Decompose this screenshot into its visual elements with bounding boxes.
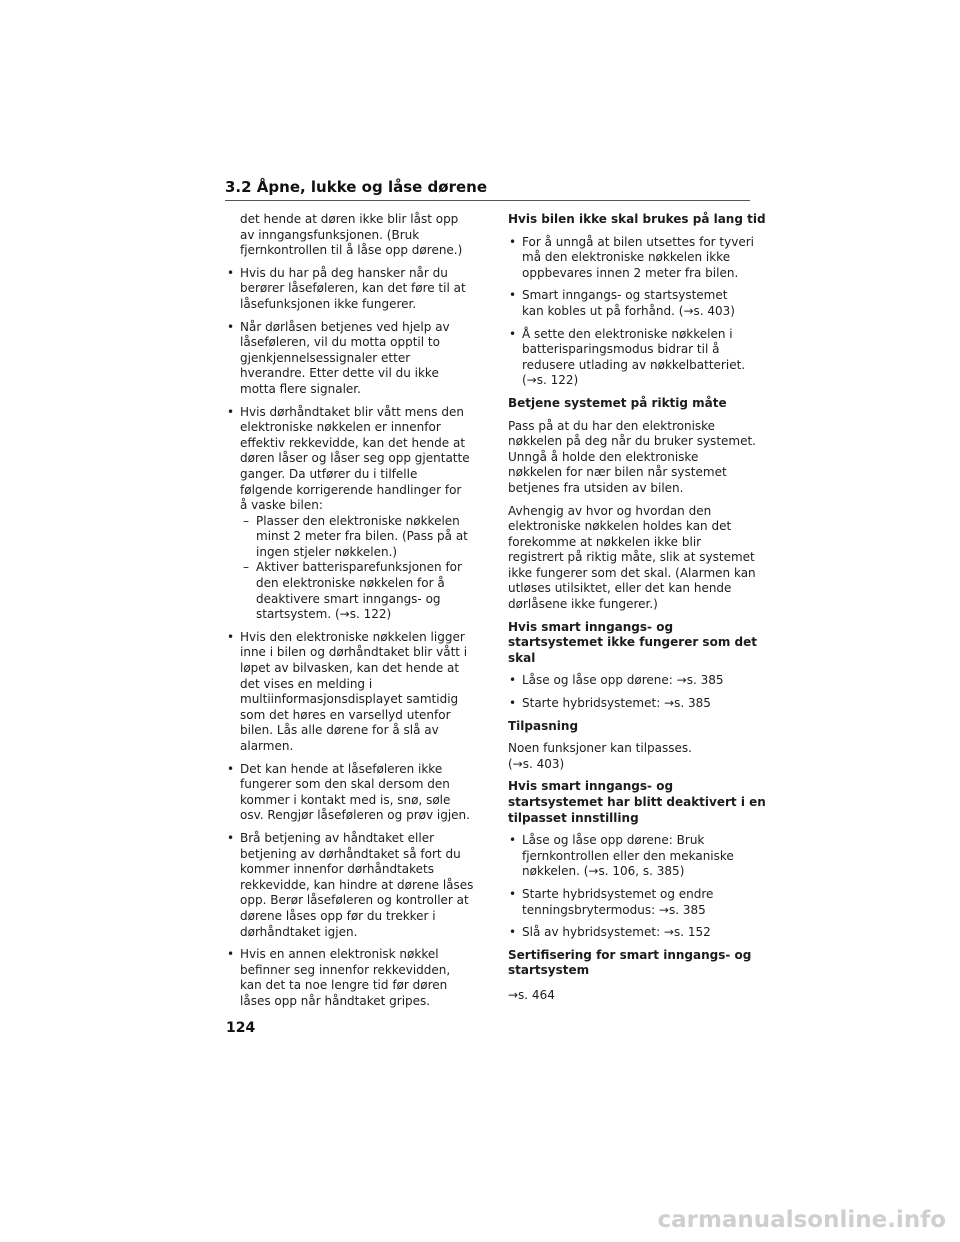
page-reference-link[interactable]: (→s. 403)	[508, 756, 565, 771]
text-line: – Aktiver batterisparefunksjonen for	[226, 560, 472, 576]
paragraph	[508, 741, 750, 772]
text-line: ganger. Da utfører du i tilfelle	[240, 466, 418, 481]
text-line: følgende korrigerende handlinger for	[240, 482, 462, 497]
text-line: kan det ta noe lengre tid før døren	[240, 978, 448, 993]
text-line: Sertifisering for smart inngangs- og	[508, 947, 752, 962]
text-line: startsystem	[508, 963, 590, 978]
bullet-item	[226, 947, 472, 1009]
text-line: bilen. Lås alle dørene for å slå av	[240, 723, 439, 738]
text-line: nøkkelen på deg når du bruker systemet.	[508, 434, 756, 449]
bullet-item	[508, 887, 750, 918]
right-column	[508, 212, 766, 1004]
text-line: ingen stjeler nøkkelen.)	[256, 544, 398, 559]
subheading	[508, 779, 766, 826]
text-line: kommer i kontakt med is, snø, søle	[240, 792, 451, 807]
text-line: • For å unngå at bilen utsettes for tyveri	[508, 235, 750, 251]
text-line: fjernkontrollen eller den mekaniske	[522, 848, 734, 863]
text-line: befinner seg innenfor rekkevidden,	[240, 962, 451, 977]
text-line: • Hvis du har på deg hansker når du	[226, 266, 472, 282]
text-line: Avhengig av hvor og hvordan den	[508, 503, 712, 518]
text-line: startsystemet ikke fungerer som det	[508, 635, 757, 650]
bullet-item	[226, 630, 472, 755]
header-divider	[225, 200, 750, 201]
text-line: forekomme at nøkkelen ikke blir	[508, 534, 702, 549]
page-reference-link[interactable]: tenningsbrytermodus: →s. 385	[522, 902, 706, 917]
paragraph	[508, 503, 756, 613]
text-line: startsystemet har blitt deaktivert i en	[508, 795, 766, 809]
bullet-item	[508, 327, 750, 389]
bullet-item	[226, 405, 472, 623]
text-line: • Brå betjening av håndtaket eller	[226, 831, 472, 847]
text-line: minst 2 meter fra bilen. (Pass på at	[256, 529, 468, 544]
text-line: osv. Rengjør låseføleren og prøv igjen.	[240, 808, 470, 823]
text-line: batterisparingsmodus bidrar til å	[522, 342, 720, 357]
text-line: • Starte hybridsystemet og endre	[508, 887, 750, 903]
sub-bullet-item	[226, 514, 472, 561]
text-line: Hvis smart inngangs- og	[508, 619, 674, 634]
text-line: av inngangsfunksjonen. (Bruk	[240, 227, 420, 242]
text-line: deaktivere smart inngangs- og	[256, 591, 441, 606]
text-line: fjernkontrollen til å låse opp dørene.)	[240, 243, 463, 258]
text-line: å vaske bilen:	[240, 498, 323, 513]
text-line: oppbevares innen 2 meter fra bilen.	[522, 265, 739, 280]
text-line: låses opp når håndtaket gripes.	[240, 993, 431, 1008]
subheading	[508, 948, 750, 979]
subheading: Hvis bilen ikke skal brukes på lang tid	[508, 212, 766, 226]
page-reference-link[interactable]: →s. 464	[508, 987, 555, 1002]
text-line: alarmen.	[240, 739, 294, 753]
text-line: den elektroniske nøkkelen for å	[256, 576, 445, 591]
text-line: løpet av bilvasken, kan det hende at	[240, 661, 460, 676]
text-line: må den elektroniske nøkkelen ikke	[522, 250, 731, 265]
page-number: 124	[226, 1020, 256, 1036]
text-line: motta flere signaler.	[240, 381, 361, 396]
bullet-item	[226, 320, 472, 398]
text-line: nøkkelen for nær bilen når systemet	[508, 465, 727, 480]
text-line: – Plasser den elektroniske nøkkelen	[226, 514, 472, 530]
text-line: inne i bilen og dørhåndtaket blir vått i	[240, 645, 468, 660]
text-line: • Hvis dørhåndtaket blir vått mens den	[226, 405, 472, 421]
subheading: Betjene systemet på riktig måte	[508, 395, 727, 410]
text-line: Pass på at du har den elektroniske	[508, 418, 716, 433]
bullet-item	[226, 762, 472, 824]
text-line: som det høres en varsellyd utenfor	[240, 707, 451, 722]
intro-paragraph	[226, 212, 472, 259]
text-line: kommer innenfor dørhåndtakets	[240, 862, 435, 877]
text-line: Unngå å holde den elektroniske	[508, 449, 699, 464]
text-line: det vises en melding i	[240, 676, 373, 691]
paragraph	[508, 418, 756, 497]
text-line: betjenes fra utsiden av bilen.	[508, 480, 684, 495]
text-line: fungerer som den skal dersom den	[240, 777, 450, 792]
page-reference-link[interactable]: nøkkelen. (→s. 106, s. 385)	[522, 864, 685, 879]
bullet-item	[508, 234, 754, 282]
text-line: redusere utlading av nøkkelbatteriet.	[522, 357, 746, 372]
text-line: rekkevidde, kan hindre at dørene låses	[240, 877, 474, 892]
bullet-item[interactable]: • Slå av hybridsystemet: →s. 152	[508, 925, 750, 941]
text-line: • Smart inngangs- og startsystemet	[508, 288, 750, 304]
text-line: effektiv rekkevidde, kan det hende at	[240, 435, 466, 450]
text-line: • Hvis en annen elektronisk nøkkel	[226, 947, 472, 963]
text-line: det hende at døren ikke blir låst opp	[240, 212, 459, 226]
text-line: dørlåsene ikke fungerer.)	[508, 597, 658, 612]
subheading	[508, 619, 757, 667]
text-line: • Det kan hende at låseføleren ikke	[226, 762, 472, 778]
text-line: skal	[508, 650, 536, 665]
text-line: dørhåndtaket igjen.	[240, 924, 358, 939]
text-line: multiinformasjonsdisplayet samtidig	[240, 692, 459, 707]
subheading: Tilpasning	[508, 718, 579, 733]
page-reference-link[interactable]: startsystem. (→s. 122)	[256, 607, 392, 622]
watermark-text: carmanualsonline.info	[657, 1207, 946, 1233]
bullet-item[interactable]: • Låse og låse opp dørene: →s. 385	[508, 673, 750, 689]
section-title: 3.2 Åpne, lukke og låse dørene	[225, 178, 487, 196]
text-line: betjening av dørhåndtaket så fort du	[240, 846, 461, 861]
text-line: tilpasset innstilling	[508, 810, 639, 825]
text-line: elektroniske nøkkelen holdes kan det	[508, 519, 732, 534]
text-line: • Låse og låse opp dørene: Bruk	[508, 833, 750, 849]
text-line: døren låser og låser seg opp gjentatte	[240, 451, 470, 466]
text-line: elektroniske nøkkelen er innenfor	[240, 420, 441, 435]
text-line: Noen funksjoner kan tilpasses.	[508, 741, 692, 756]
text-line: • Når dørlåsen betjenes ved hjelp av	[226, 320, 472, 336]
bullet-item	[508, 833, 750, 880]
text-line: registrert på riktig måte, slik at systemet	[508, 550, 755, 565]
bullet-item	[226, 266, 472, 313]
text-line: Hvis smart inngangs- og	[508, 779, 674, 794]
text-line: hverandre. Etter dette vil du ikke	[240, 366, 439, 381]
text-line: opp. Berør låseføleren og kontroller at	[240, 893, 469, 908]
text-line: låseføleren, vil du motta opptil to	[240, 335, 440, 350]
text-line: berører låseføleren, kan det føre til at	[240, 281, 466, 296]
text-line: • Å sette den elektroniske nøkkelen i	[508, 327, 750, 343]
text-line: ikke fungerer som det skal. (Alarmen kan	[508, 565, 756, 580]
bullet-item	[226, 831, 472, 940]
left-column	[226, 212, 472, 1010]
page-reference-link[interactable]: kan kobles ut på forhånd. (→s. 403)	[522, 303, 735, 318]
bullet-item	[508, 288, 750, 319]
text-line: gjenkjennelsessignaler etter	[240, 350, 411, 365]
text-line: dørene låses opp før du trekker i	[240, 908, 436, 923]
page-reference-link[interactable]: (→s. 122)	[522, 373, 579, 388]
sub-bullet-item	[226, 560, 472, 622]
text-line: • Hvis den elektroniske nøkkelen ligger	[226, 630, 472, 646]
text-line: utløses utilsiktet, eller det kan hende	[508, 581, 732, 596]
text-line: låsefunksjonen ikke fungerer.	[240, 296, 417, 311]
bullet-item[interactable]: • Starte hybridsystemet: →s. 385	[508, 696, 750, 712]
